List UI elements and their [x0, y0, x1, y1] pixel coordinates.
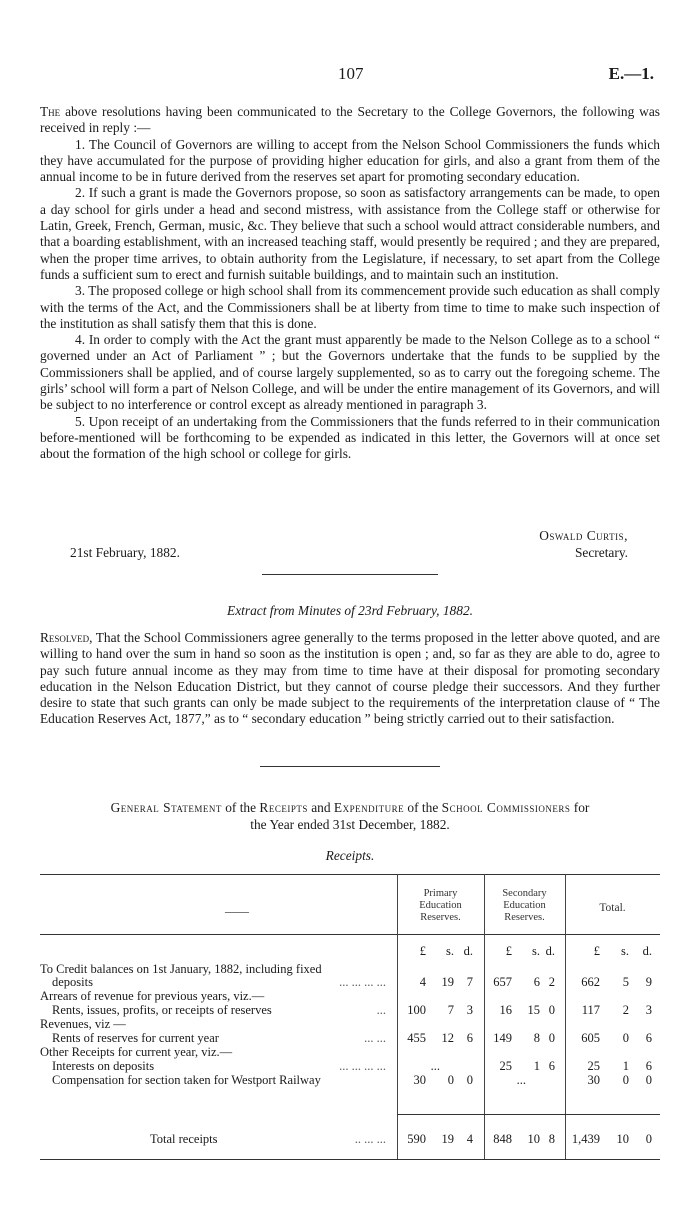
total-cell: 4	[466, 1132, 473, 1146]
table-cell: 25	[499, 1059, 512, 1073]
row-label: Arrears of revenue for previous years, viz.—	[40, 989, 265, 1003]
table-cell: 6	[645, 1059, 652, 1073]
letter-intro	[40, 104, 660, 137]
receipts-table	[40, 874, 660, 1162]
total-cell: 848	[493, 1132, 512, 1146]
table-header-rule	[40, 934, 660, 935]
row-label: deposits	[52, 975, 93, 989]
col-header-total: Total.	[599, 902, 626, 914]
table-cell: 662	[581, 975, 600, 989]
table-cell: 30	[413, 1073, 426, 1087]
dot-leaders: ... ...	[364, 1031, 386, 1045]
table-cell: 5	[622, 975, 629, 989]
extract-title: Extract from Minutes of 23rd February, 1882.	[227, 603, 473, 618]
table-cell: 0	[548, 1031, 555, 1045]
dot-leaders: ... ... ... ...	[339, 975, 386, 989]
header-dash: ——	[225, 904, 249, 918]
row-label: To Credit balances on 1st January, 1882, including fixed	[40, 962, 322, 976]
total-cell: 19	[441, 1132, 454, 1146]
row-label: Other Receipts for current year, viz.—	[40, 1045, 233, 1059]
table-cell: 1	[622, 1059, 629, 1073]
dot-leaders: ...	[376, 1003, 386, 1017]
col-header-primary: Primary Education Reserves.	[419, 888, 462, 923]
table-cell: 149	[493, 1031, 512, 1045]
table-cell: 100	[407, 1003, 426, 1017]
table-cell: ...	[430, 1059, 440, 1073]
table-cell: 455	[407, 1031, 426, 1045]
signer-title: Secretary.	[574, 545, 628, 560]
total-cell: 0	[645, 1132, 652, 1146]
subtotal-rule	[397, 1114, 660, 1115]
statement-heading-line-2: the Year ended 31st December, 1882.	[250, 816, 450, 832]
signer-name: Oswald Curtis,	[539, 528, 628, 543]
table-cell: 25	[587, 1059, 600, 1073]
unit-label: d.	[463, 944, 473, 958]
table-cell: 30	[587, 1073, 600, 1087]
table-cell: 15	[527, 1003, 540, 1017]
resolved-body: That the School Commissioners agree generally to the terms proposed in the letter above quoted, and are willing to hand over the sum in hand so soon as the institution is open ; and, so far as they are able to do, agree to pay such future annual income as they may from time to time have at their disposal for promoting secondary education in the Nelson Education District, but they cannot of course pledge their successors. And they further desire to state that such grants can only be made subject to the requirements of the interpretation clause of “ The Education Reserves Act, 1877,” as to “ secondary education ” being strictly carried out to their satisfaction.	[40, 630, 660, 727]
page-number: 107	[338, 64, 364, 83]
table-cell: 0	[622, 1031, 629, 1045]
row-label: Rents, issues, profits, or receipts of reserves	[52, 1003, 272, 1017]
row-label: Compensation for section taken for Westport Railway	[52, 1073, 321, 1087]
table-top-rule	[40, 874, 660, 875]
section-divider-2	[260, 766, 440, 767]
letter-paragraph-4: 4. In order to comply with the Act the grant must apparently be made to the Nelson College as to a school “ governed under an Act of Parliament ” ; but the Governors undertake that the funds to be supplied by the Commissioners shall be applied, and of course largely supplemented, so as to carry out the foregoing scheme. The girls’ school will form a part of Nelson College, and will be under the entire management of its Governors, and will be subject to no interference or control except as already mentioned in paragraph 3.	[40, 332, 660, 413]
unit-label: £	[419, 944, 426, 958]
total-cell: 10	[616, 1132, 629, 1146]
table-cell: 2	[548, 975, 555, 989]
total-cell: 8	[548, 1132, 555, 1146]
table-cell: 3	[645, 1003, 652, 1017]
table-cell: 0	[447, 1073, 454, 1087]
table-cell: 4	[419, 975, 426, 989]
table-cell: 657	[493, 975, 512, 989]
table-cell: 117	[581, 1003, 600, 1017]
section-divider	[262, 574, 438, 575]
letter-paragraph-3: 3. The proposed college or high school shall from its commencement provide such education as shall comply with the terms of the Act, and the Commissioners shall be at liberty from time to time to make such inspection of the institution as shall satisfy them that this is done.	[40, 283, 660, 331]
row-label: Revenues, viz —	[40, 1017, 126, 1031]
unit-label: d.	[642, 944, 652, 958]
col-header-secondary: Secondary Education Reserves.	[502, 888, 547, 923]
resolved-lead-word: Resolved,	[40, 630, 93, 645]
letter-paragraph-5: 5. Upon receipt of an undertaking from the Commissioners that the funds referred to in their communication before-mentioned will be forthcoming to be expended as indicated in this letter, the Governors will at once set about the formation of the high school or college for girls.	[40, 413, 660, 462]
table-cell: 6	[645, 1031, 652, 1045]
table-cell: 9	[645, 975, 652, 989]
table-cell: 7	[466, 975, 473, 989]
total-label: Total receipts	[150, 1132, 218, 1146]
statement-heading-line-1: General Statement of the Receipts and Expenditure of the School Commissioners for	[110, 800, 590, 815]
table-cell: 19	[441, 975, 454, 989]
total-cell: 590	[407, 1132, 426, 1146]
page-header	[0, 64, 700, 88]
dot-leaders: .. ... ...	[354, 1132, 386, 1146]
unit-label: s.	[446, 944, 454, 958]
letter-paragraph-1: 1. The Council of Governors are willing to accept from the Nelson School Commissioners the funds which they have accumulated for the purpose of providing higher education for girls, and also a grant from them of the annual income to be in future derived from the reserves set apart for promoting secondary education.	[40, 136, 660, 185]
letter-paragraph-2: 2. If such a grant is made the Governors propose, so soon as satisfactory arrangements can be made, to open a day school for girls under a head and second mistress, with assistance from the College staff or otherwise for Latin, Greek, French, German, music, &c. They believe that such a school would attract considerable numbers, and that a boarding establishment, with an increased teaching staff, would presently be required ; and they are prepared, when the proper time arrives, to obtain authority from the Legislature, if necessary, to set apart from the College funds a sufficient sum to erect and furnish suitable buildings, and to maintain such an institution.	[40, 185, 660, 282]
table-bottom-rule	[40, 1159, 660, 1160]
table-cell: ...	[516, 1073, 526, 1087]
table-cell: 3	[466, 1003, 473, 1017]
intro-text: above resolutions having been communicated to the Secretary to the College Governors, the following was received in reply :—	[40, 104, 660, 136]
table-cell: 7	[447, 1003, 454, 1017]
table-cell: 0	[466, 1073, 473, 1087]
row-label: Interests on deposits	[52, 1059, 155, 1073]
table-cell: 1	[533, 1059, 540, 1073]
intro-lead-word: The	[40, 104, 61, 119]
letter-body	[40, 104, 660, 463]
total-cell: 10	[527, 1132, 540, 1146]
table-cell: 12	[441, 1031, 454, 1045]
dot-leaders: ... ... ... ...	[339, 1059, 386, 1073]
table-cell: 0	[645, 1073, 652, 1087]
unit-label: d.	[545, 944, 555, 958]
receipts-caption: Receipts.	[325, 848, 375, 863]
document-code: E.—1.	[608, 64, 654, 83]
table-cell: 6	[533, 975, 540, 989]
signature-block	[40, 528, 660, 562]
table-cell: 605	[581, 1031, 600, 1045]
statement-heading	[40, 800, 660, 833]
unit-label: s.	[532, 944, 540, 958]
unit-label: £	[505, 944, 512, 958]
table-cell: 6	[548, 1059, 555, 1073]
table-cell: 0	[622, 1073, 629, 1087]
table-cell: 16	[499, 1003, 512, 1017]
table-cell: 6	[466, 1031, 473, 1045]
total-cell: 1,439	[571, 1132, 600, 1146]
table-col-divider	[565, 874, 566, 1159]
table-cell: 0	[548, 1003, 555, 1017]
table-cell: 2	[622, 1003, 629, 1017]
unit-label: £	[593, 944, 600, 958]
unit-label: s.	[621, 944, 629, 958]
letter-date: 21st February, 1882.	[70, 545, 180, 560]
resolution-text	[40, 630, 660, 728]
table-cell: 8	[533, 1031, 540, 1045]
row-label: Rents of reserves for current year	[52, 1031, 219, 1045]
